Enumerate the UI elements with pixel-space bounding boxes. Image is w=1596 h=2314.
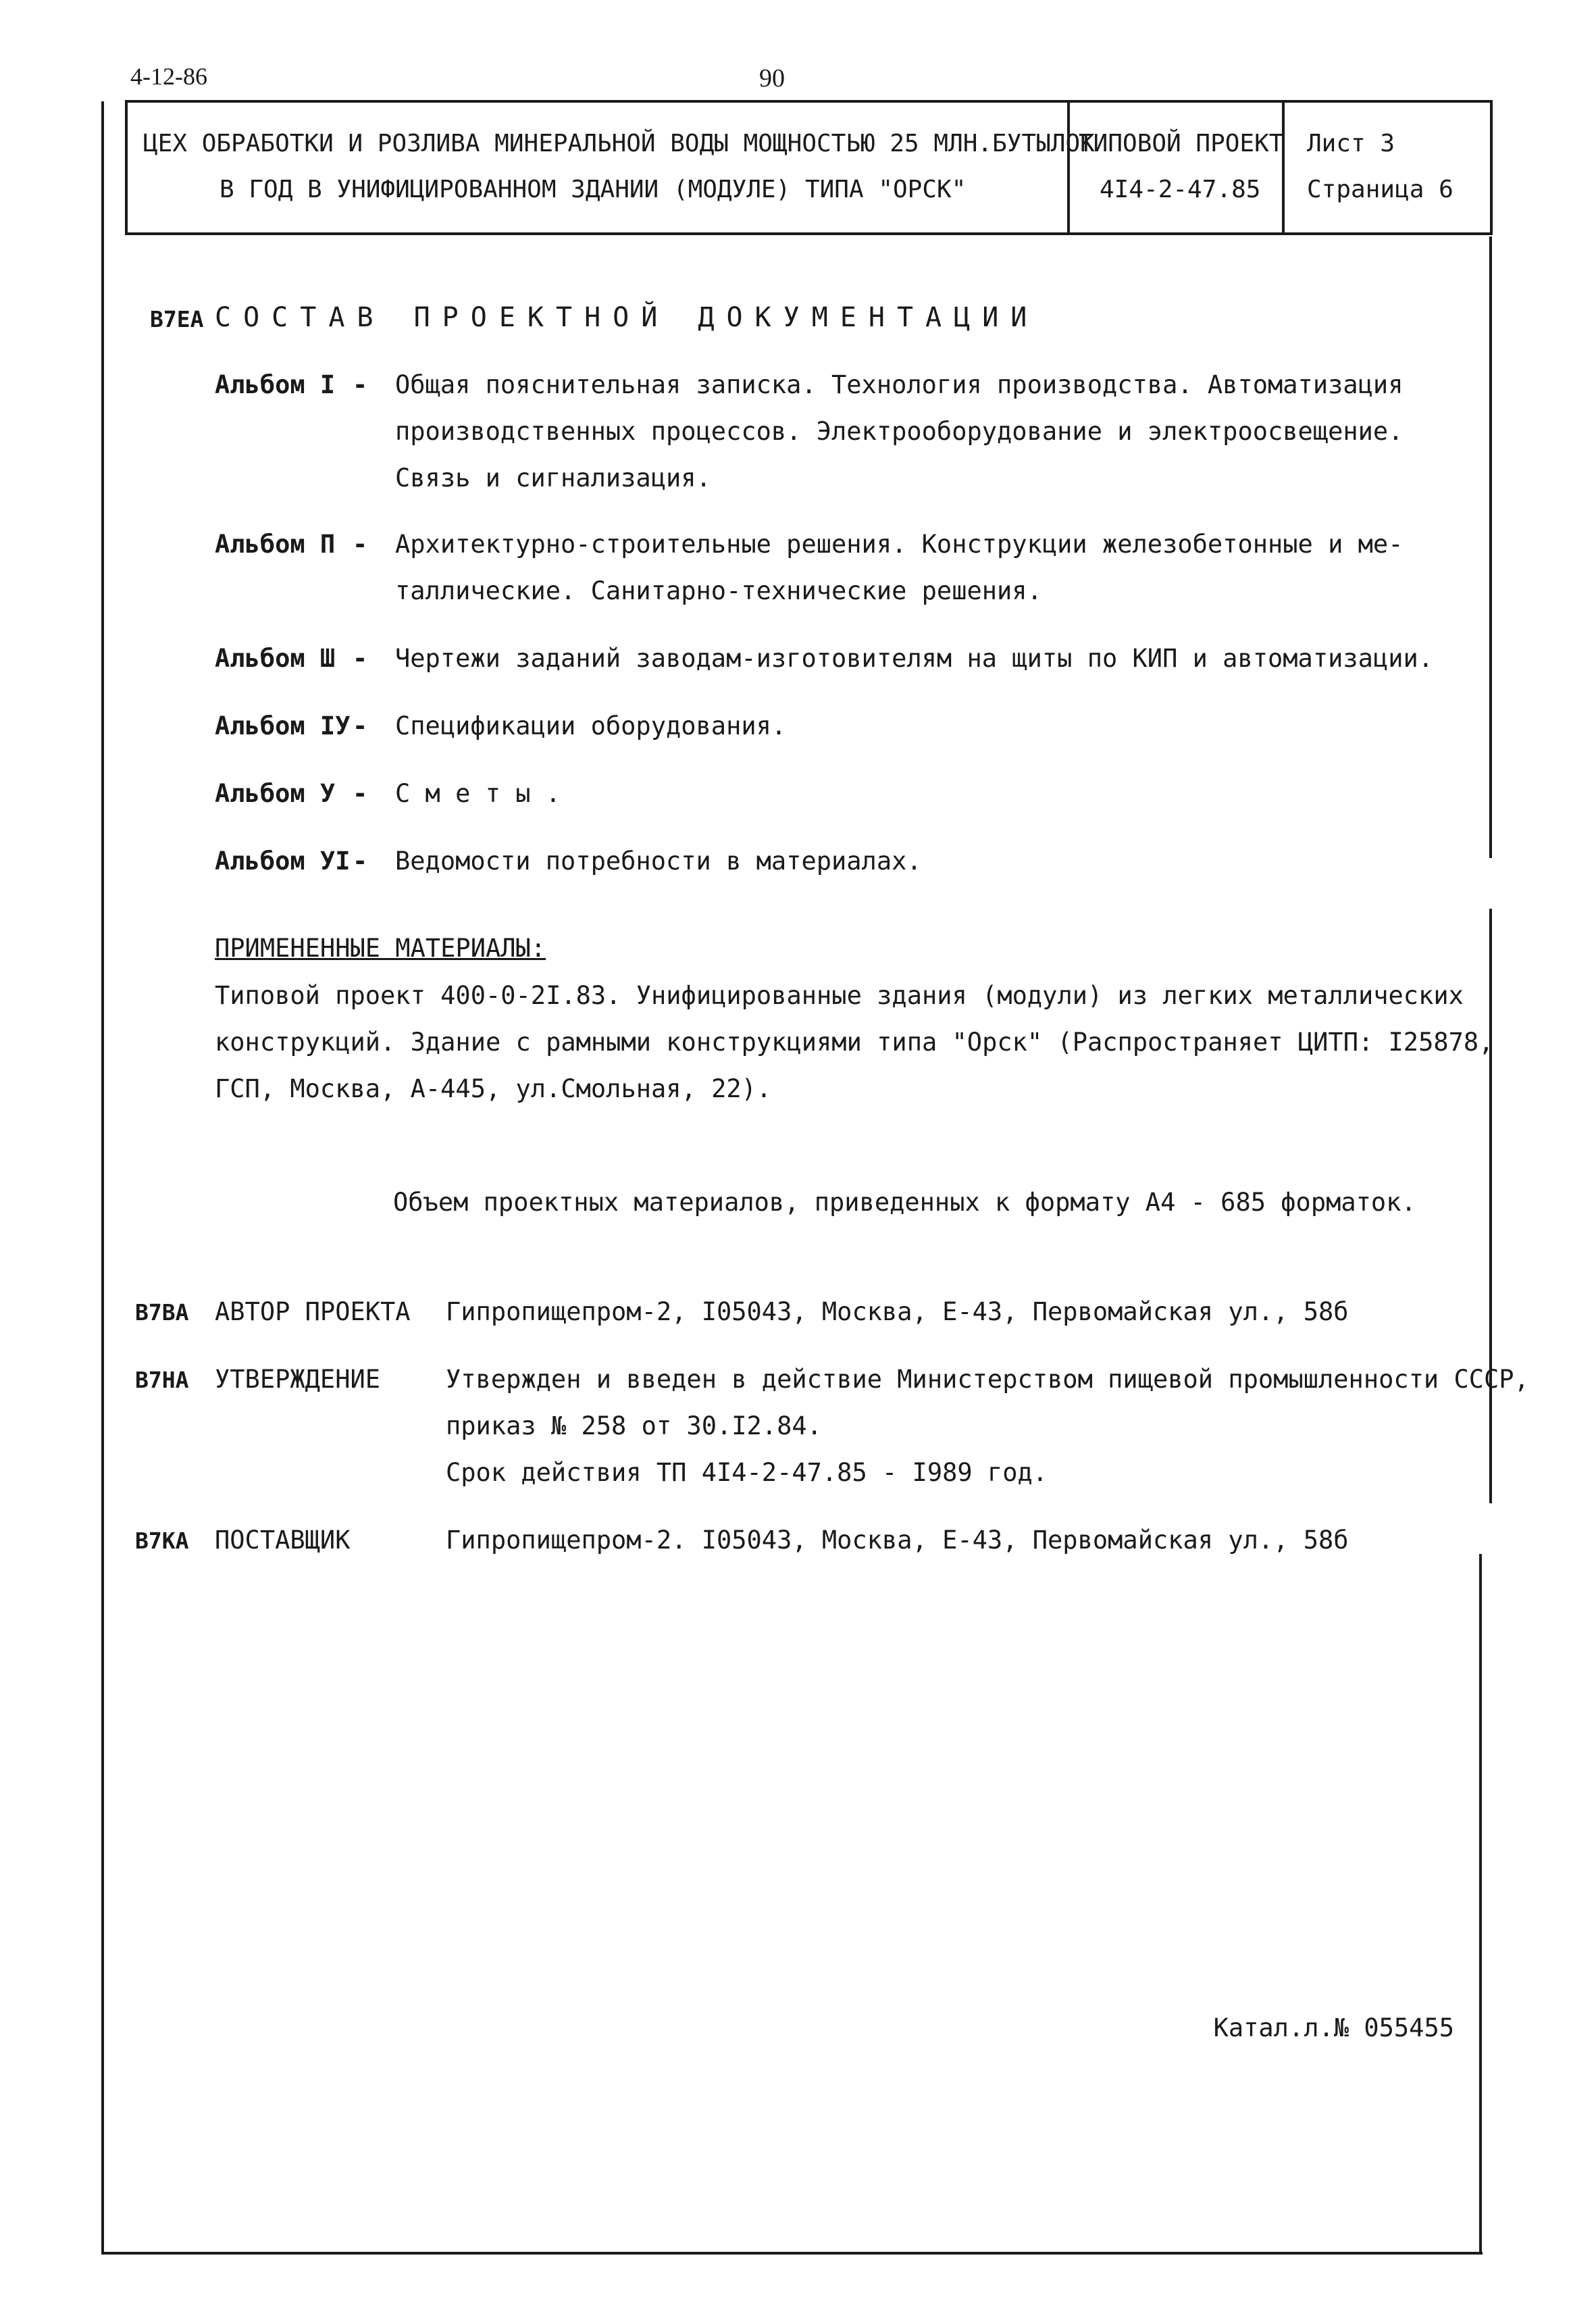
- album-description: Ведомости потребности в материалах.: [395, 847, 922, 876]
- album-name: Альбом Ш: [215, 644, 336, 673]
- title-line-2: В ГОД В УНИФИЦИРОВАННОМ ЗДАНИИ (МОДУЛЕ) ТИПА "ОРСК": [220, 176, 967, 203]
- materials-volume: Объем проектных материалов, приведенных к формату А4 - 685 форматок.: [393, 1188, 1416, 1217]
- document-code: 4-12-86: [130, 63, 207, 90]
- title-block-divider: [1067, 101, 1070, 235]
- page-label: Страница 6: [1307, 176, 1453, 203]
- album-description: С м е т ы .: [395, 779, 561, 808]
- title-block-divider: [1282, 101, 1285, 235]
- album-description: производственных процессов. Электрооборудование и электроосвещение.: [395, 417, 1404, 446]
- album-dash: -: [353, 711, 368, 740]
- album-description: Архитектурно-строительные решения. Конструкции железобетонные и ме-: [395, 530, 1404, 559]
- title-block: [125, 100, 1493, 235]
- page-number: 90: [759, 64, 785, 93]
- materials-text: ГСП, Москва, А-445, ул.Смольная, 22).: [215, 1074, 772, 1103]
- right-border-segment: [1489, 236, 1492, 858]
- album-description: Спецификации оборудования.: [395, 711, 787, 740]
- album-name: Альбом IУ: [215, 711, 351, 740]
- entry-text: Гипропищепром-2, I05043, Москва, Е-43, Первомайская ул., 58б: [446, 1297, 1349, 1326]
- album-description: таллические. Санитарно-технические решения.: [395, 576, 1042, 605]
- entry-text: приказ № 258 от 30.I2.84.: [446, 1411, 822, 1440]
- entry-text: Срок действия ТП 4I4-2-47.85 - I989 год.: [446, 1458, 1048, 1487]
- entry-label: ПОСТАВЩИК: [215, 1526, 351, 1555]
- album-dash: -: [353, 370, 368, 399]
- entry-text: Гипропищепром-2. I05043, Москва, Е-43, Первомайская ул., 58б: [446, 1526, 1349, 1555]
- catalog-number: Катал.л.№ 055455: [1213, 2013, 1454, 2042]
- album-name: Альбом УI: [215, 847, 351, 876]
- album-dash: -: [353, 779, 368, 808]
- album-description: Связь и сигнализация.: [395, 463, 711, 493]
- album-dash: -: [353, 644, 368, 673]
- album-dash: -: [353, 847, 368, 876]
- entry-label: АВТОР ПРОЕКТА: [215, 1297, 411, 1326]
- album-description: Общая пояснительная записка. Технология производства. Автоматизация: [395, 370, 1404, 399]
- album-dash: -: [353, 530, 368, 559]
- entry-code: В7ВА: [135, 1299, 189, 1326]
- album-name: Альбом П: [215, 530, 336, 559]
- sheet-number: Лист 3: [1307, 130, 1395, 157]
- materials-text: конструкций. Здание с рамными конструкциями типа "Орск" (Распространяет ЦИТП: I25878,: [215, 1028, 1494, 1057]
- title-line-1: ЦЕХ ОБРАБОТКИ И РОЗЛИВА МИНЕРАЛЬНОЙ ВОДЫ МОЩНОСТЬЮ 25 МЛН.БУТЫЛОК: [143, 130, 1095, 157]
- project-label: ТИПОВОЙ ПРОЕКТ: [1079, 130, 1284, 157]
- entry-label: УТВЕРЖДЕНИЕ: [215, 1365, 381, 1394]
- entry-code: В7КА: [135, 1528, 189, 1554]
- project-number: 4I4-2-47.85: [1100, 176, 1261, 203]
- album-name: Альбом I: [215, 370, 336, 399]
- section-title: СОСТАВ ПРОЕКТНОЙ ДОКУМЕНТАЦИИ: [215, 302, 1039, 333]
- right-border-segment: [1489, 909, 1492, 1503]
- materials-heading: ПРИМЕНЕННЫЕ МАТЕРИАЛЫ:: [215, 934, 546, 963]
- entry-text: Утвержден и введен в действие Министерством пищевой промышленности СССР,: [446, 1365, 1529, 1394]
- album-description: Чертежи заданий заводам-изготовителям на щиты по КИП и автоматизации.: [395, 644, 1434, 673]
- right-border-segment: [1479, 1554, 1482, 2252]
- album-name: Альбом У: [215, 779, 336, 808]
- materials-text: Типовой проект 400-0-2I.83. Унифицированные здания (модули) из легких металлических: [215, 981, 1464, 1010]
- section-code: В7ЕА: [150, 306, 204, 332]
- entry-code: В7НА: [135, 1367, 189, 1393]
